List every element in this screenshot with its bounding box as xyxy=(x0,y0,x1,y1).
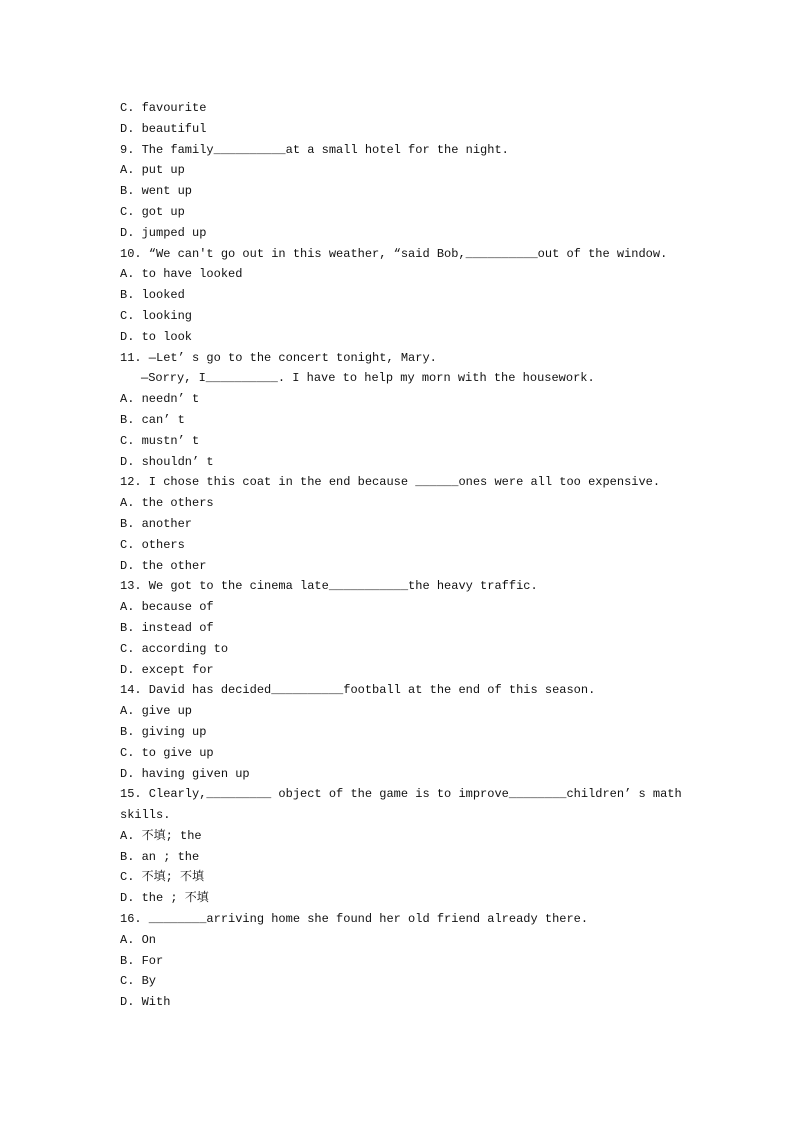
answer-option: C. according to xyxy=(120,641,229,656)
answer-option: A. because of xyxy=(120,600,214,615)
answer-option: B. another xyxy=(120,516,193,531)
question-stem: 10. “We can't go out in this weather, “said Bob,__________out of the window. xyxy=(120,246,668,261)
answer-option: C. By xyxy=(120,974,157,989)
answer-option: A. On xyxy=(120,932,157,947)
answer-option: D. to look xyxy=(120,329,193,344)
answer-option: C. others xyxy=(120,537,185,552)
answer-option: D. jumped up xyxy=(120,225,207,240)
answer-option: C. to give up xyxy=(120,745,214,760)
answer-option: B. giving up xyxy=(120,724,207,739)
document-page xyxy=(120,98,720,1013)
text-line: skills. xyxy=(120,808,171,823)
answer-option: C. 不填; 不填 xyxy=(120,870,205,885)
answer-option: A. to have looked xyxy=(120,267,243,282)
question-stem: 9. The family__________at a small hotel for the night. xyxy=(120,142,509,157)
answer-option: D. the ; 不填 xyxy=(120,891,209,906)
answer-option: B. looked xyxy=(120,288,185,303)
answer-option: D. having given up xyxy=(120,766,250,781)
question-stem: 11. —Let’ s go to the concert tonight, Mary. xyxy=(120,350,437,365)
question-stem: 15. Clearly,_________ object of the game is to improve________children’ s math xyxy=(120,787,682,802)
answer-option: C. got up xyxy=(120,204,185,219)
answer-option: C. looking xyxy=(120,308,193,323)
answer-option: D. shouldn’ t xyxy=(120,454,214,469)
answer-option: C. mustn’ t xyxy=(120,433,200,448)
answer-option: B. instead of xyxy=(120,620,214,635)
answer-option: A. needn’ t xyxy=(120,392,200,407)
answer-option: A. give up xyxy=(120,704,193,719)
answer-option: D. With xyxy=(120,995,171,1010)
question-stem: 16. ________arriving home she found her old friend already there. xyxy=(120,912,589,927)
answer-option: B. went up xyxy=(120,184,193,199)
answer-option: D. the other xyxy=(120,558,207,573)
answer-option: A. put up xyxy=(120,163,185,178)
answer-option: B. For xyxy=(120,953,164,968)
question-stem-continuation: —Sorry, I__________. I have to help my morn with the housework. xyxy=(141,371,595,386)
answer-option: B. can’ t xyxy=(120,412,185,427)
question-stem: 14. David has decided__________football at the end of this season. xyxy=(120,683,596,698)
answer-option: D. except for xyxy=(120,662,214,677)
answer-option: D. beautiful xyxy=(120,121,207,136)
answer-option: B. an ; the xyxy=(120,849,200,864)
question-stem: 12. I chose this coat in the end because ______ones were all too expensive. xyxy=(120,475,661,490)
answer-option: A. 不填; the xyxy=(120,828,202,843)
answer-option: A. the others xyxy=(120,496,214,511)
answer-option: C. favourite xyxy=(120,101,207,115)
question-stem: 13. We got to the cinema late___________the heavy traffic. xyxy=(120,579,538,594)
